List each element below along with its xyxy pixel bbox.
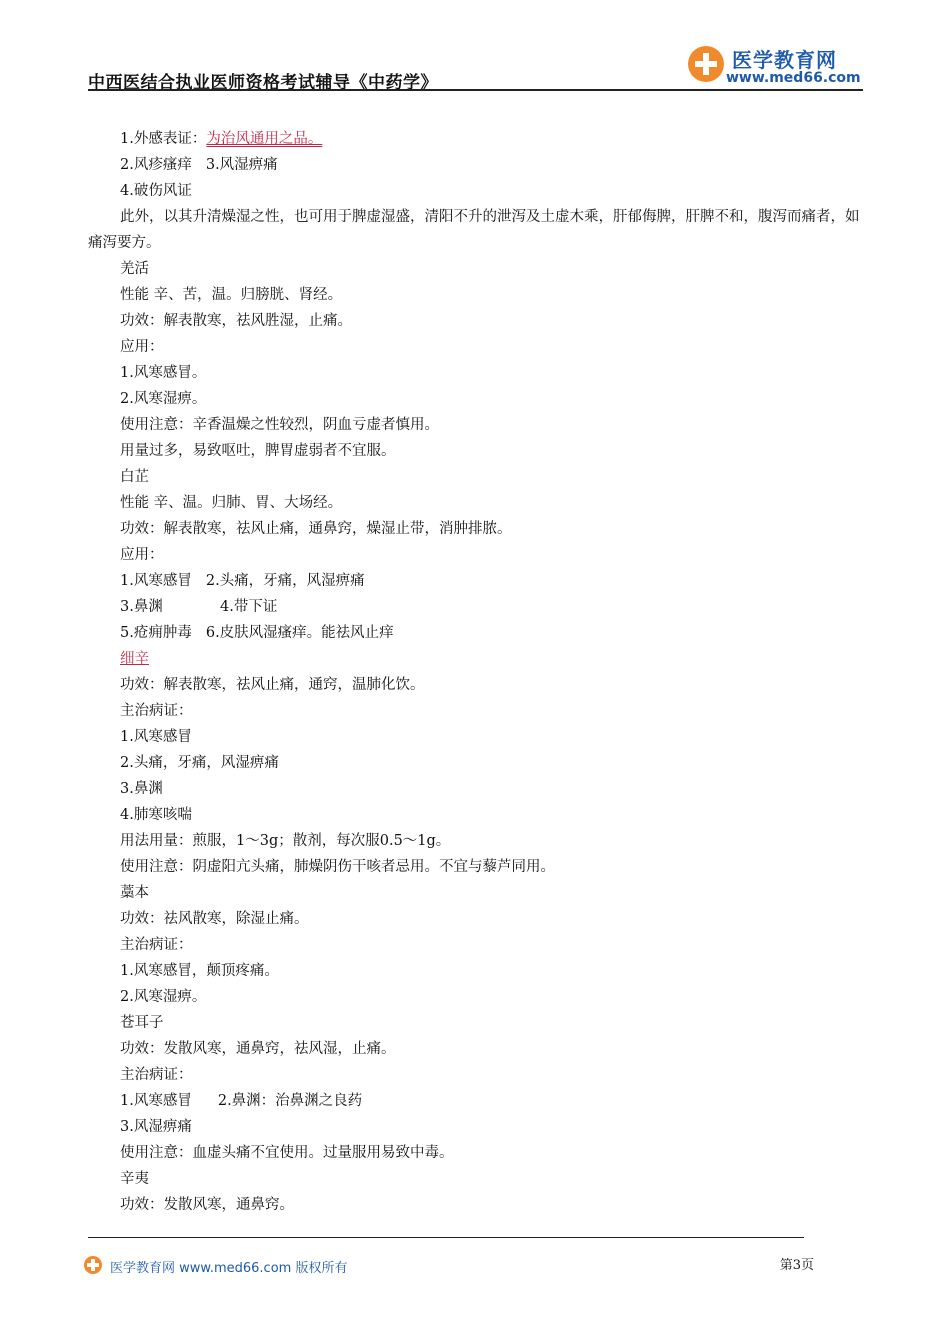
page-number: 第3页 — [779, 1258, 814, 1273]
text-line: 3.鼻渊 — [120, 781, 163, 797]
footer-copyright[interactable]: 医学教育网 www.med66.com 版权所有 — [110, 1261, 348, 1276]
text-line: 功效：解表散寒，祛风胜湿，止痛。 — [120, 313, 352, 329]
text-line: 主治病证： — [120, 937, 193, 953]
text-line: 应用： — [120, 547, 164, 563]
text-line: 性能 辛、温。归肺、胃、大场经。 — [120, 495, 343, 511]
cross-logo-icon — [688, 46, 724, 82]
herb-title: 白芷 — [120, 469, 149, 485]
text-line: 1.风寒感冒，颠顶疼痛。 — [120, 963, 279, 979]
text-line: 1.风寒感冒 — [120, 729, 192, 745]
text-span: 1.外感表证： — [120, 131, 207, 147]
text-line — [88, 620, 864, 646]
text-line: 使用注意：辛香温燥之性较烈，阴血亏虚者慎用。 — [120, 417, 439, 433]
text-span: 1.风寒感冒 — [120, 573, 192, 589]
text-line: 1.风寒感冒。 — [120, 365, 207, 381]
herb-title: 苍耳子 — [120, 1015, 164, 1031]
text-line: 2.头痛，牙痛，风湿痹痛 — [120, 755, 279, 771]
text-line: 用法用量：煎服，1～3g；散剂，每次服0.5～1g。 — [120, 833, 451, 849]
text-line: 使用注意：血虚头痛不宜使用。过量服用易致中毒。 — [120, 1145, 454, 1161]
herb-title-link[interactable]: 细辛 — [120, 651, 149, 667]
page-footer — [84, 1254, 824, 1278]
text-line — [88, 152, 864, 178]
herb-title — [88, 646, 864, 672]
header-divider — [88, 89, 863, 91]
herb-title: 藁本 — [120, 885, 149, 901]
text-line: 2.风寒湿痹。 — [120, 391, 207, 407]
text-line: 用量过多，易致呕吐，脾胃虚弱者不宜服。 — [120, 443, 396, 459]
text-line — [88, 1088, 864, 1114]
text-line: 功效：发散风寒，通鼻窍。 — [120, 1197, 294, 1213]
paragraph: 此外，以其升清燥湿之性，也可用于脾虚湿盛，清阳不升的泄泻及土虚木乘，肝郁侮脾，肝脾不和，腹泻而痛者，如痛泻要方。 — [88, 209, 860, 251]
text-line — [88, 126, 864, 152]
text-span: 2.鼻渊：治鼻渊之良药 — [217, 1093, 363, 1109]
text-line: 主治病证： — [120, 703, 193, 719]
text-line — [88, 568, 864, 594]
text-line: 性能 辛、苦，温。归膀胱、肾经。 — [120, 287, 343, 303]
herb-title: 辛夷 — [120, 1171, 149, 1187]
text-span: 1.风寒感冒 — [120, 1093, 192, 1109]
text-line: 4.破伤风证 — [120, 183, 192, 199]
logo-name: 医学教育网 — [732, 48, 837, 72]
text-line: 使用注意：阴虚阳亢头痛，肺燥阴伤干咳者忌用。不宜与藜芦同用。 — [120, 859, 555, 875]
page-header — [88, 40, 863, 92]
text-span: 4.带下证 — [220, 599, 278, 615]
document-body — [88, 126, 864, 1218]
text-span: 3.风湿痹痛 — [205, 157, 278, 173]
text-line: 功效：解表散寒，祛风止痛，通窍，温肺化饮。 — [120, 677, 425, 693]
footer-divider — [88, 1237, 804, 1238]
text-line: 3.风湿痹痛 — [120, 1119, 192, 1135]
text-line: 功效：发散风寒，通鼻窍，祛风湿，止痛。 — [120, 1041, 396, 1057]
text-line: 功效：祛风散寒，除湿止痛。 — [120, 911, 309, 927]
text-line: 主治病证： — [120, 1067, 193, 1083]
text-line: 4.肺寒咳喘 — [120, 807, 192, 823]
cross-logo-icon — [84, 1256, 102, 1274]
text-span: 3.鼻渊 — [120, 599, 163, 615]
logo-url: www.med66.com — [726, 70, 861, 86]
text-span: 2.头痛，牙痛，风湿痹痛 — [205, 573, 365, 589]
herb-title: 羌活 — [120, 261, 149, 277]
text-span: 5.疮痈肿毒 — [120, 625, 192, 641]
text-line: 应用： — [120, 339, 164, 355]
text-span: 2.风疹瘙痒 — [120, 157, 192, 173]
text-line: 功效：解表散寒，祛风止痛，通鼻窍，燥湿止带，消肿排脓。 — [120, 521, 512, 537]
text-line: 2.风寒湿痹。 — [120, 989, 207, 1005]
text-span: 6.皮肤风湿瘙痒。能祛风止痒 — [205, 625, 394, 641]
site-logo[interactable] — [688, 44, 863, 90]
highlight-link[interactable]: 为治风通用之品。 — [206, 131, 323, 147]
document-title: 中西医结合执业医师资格考试辅导《中药学》 — [88, 73, 438, 93]
text-line — [88, 594, 864, 620]
